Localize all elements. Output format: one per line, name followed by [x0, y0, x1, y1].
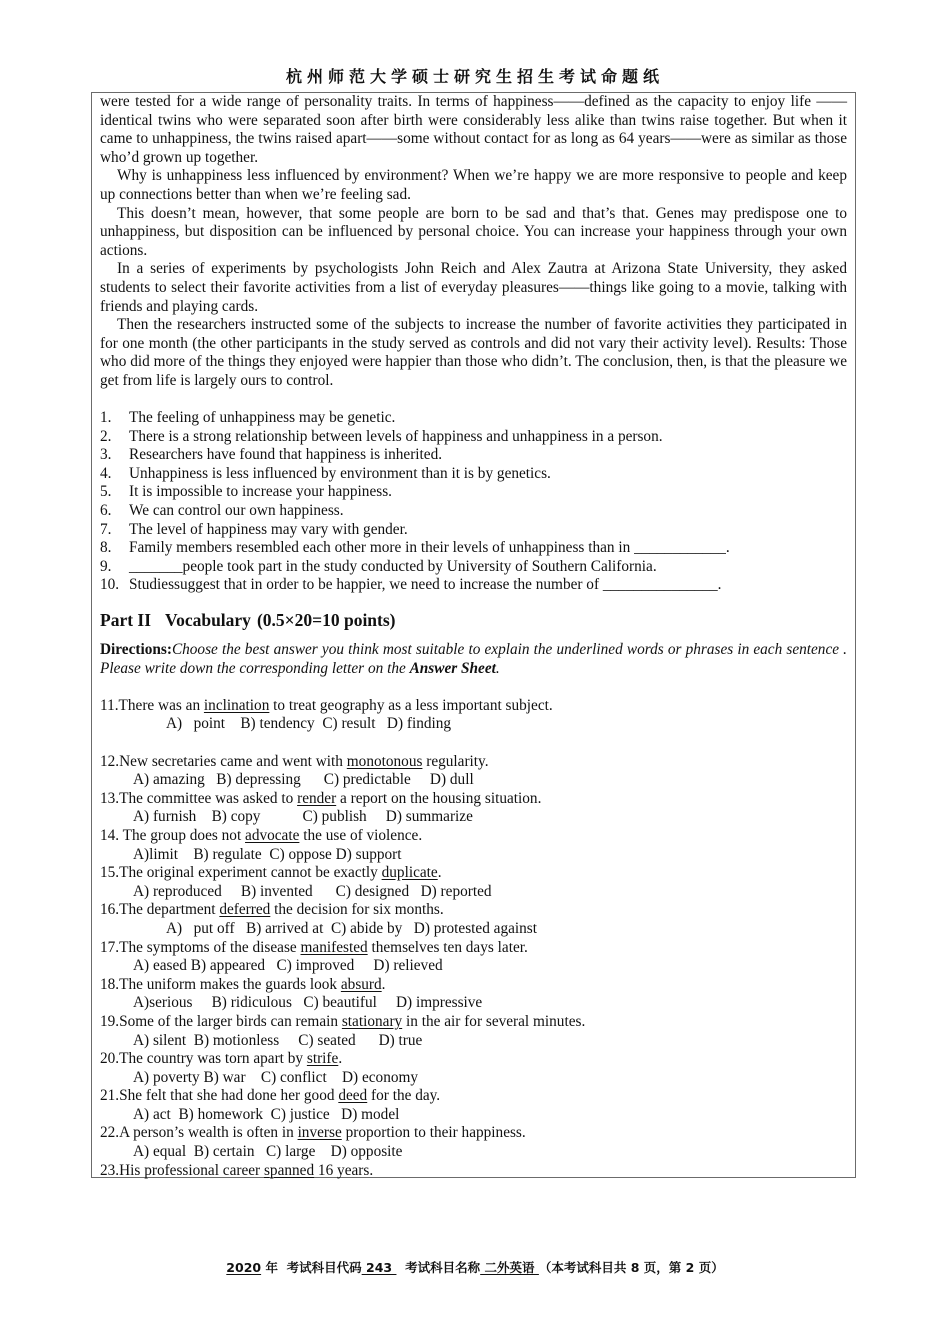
vocab-options: A) put off B) arrived at C) abide by D) protested against — [166, 919, 537, 937]
part2-title: Vocabulary — [165, 610, 251, 631]
question-number: 1. — [100, 409, 112, 427]
vocab-question — [100, 1013, 847, 1032]
question-text: The feeling of unhappiness may be genetic. — [129, 409, 396, 427]
vocab-question-text: a report on the housing situation. — [336, 789, 542, 807]
page-title: 杭州师范大学硕士研究生招生考试命题纸 — [285, 67, 664, 86]
part2-heading — [100, 609, 847, 631]
vocab-question-text: proportion to their happiness. — [341, 1124, 526, 1142]
part1-question — [100, 409, 847, 428]
footer-year: 2020 — [226, 1260, 262, 1275]
vocab-options: A) silent B) motionless C) seated D) true — [133, 1031, 423, 1049]
footer-code-label: 年 考试科目代码 — [261, 1260, 362, 1275]
vocab-question — [100, 753, 847, 772]
part1-question-list — [100, 409, 847, 595]
part1-question — [100, 483, 847, 502]
vocab-question-text: the decision for six months. — [270, 901, 444, 919]
vocab-question — [100, 976, 847, 995]
exam-content-box — [91, 92, 856, 1178]
vocab-question — [100, 1162, 847, 1181]
part2-label: Part II — [100, 610, 152, 631]
question-text: _______people took part in the study conducted by University of Southern California. — [129, 557, 657, 575]
vocab-question-text: 19.Some of the larger birds can remain — [100, 1012, 342, 1030]
part1-question — [100, 558, 847, 577]
question-text: Unhappiness is less influenced by environment than it is by genetics. — [129, 464, 551, 482]
vocab-options: A)limit B) regulate C) oppose D) support — [133, 845, 402, 863]
underlined-word: manifested — [300, 938, 368, 956]
vocab-options: A) eased B) appeared C) improved D) relieved — [133, 957, 443, 975]
reading-passage — [100, 93, 847, 391]
question-number: 7. — [100, 520, 112, 538]
vocab-question — [100, 901, 847, 920]
part2-directions: Directions:Choose the best answer you think most suitable to explain the underlined words or phrases in each sentence . Please write down the corresponding letter on the Answer Sheet. — [100, 641, 847, 677]
vocab-question-text: themselves ten days later. — [367, 938, 528, 956]
blank-line — [100, 734, 847, 753]
vocab-options: A) amazing B) depressing C) predictable D) dull — [133, 771, 474, 789]
vocab-options: A)serious B) ridiculous C) beautiful D) impressive — [133, 994, 483, 1012]
underlined-word: advocate — [245, 826, 300, 844]
directions-answer-sheet: Answer Sheet — [409, 659, 496, 677]
directions-label: Directions: — [100, 641, 172, 659]
underlined-word: render — [297, 789, 337, 807]
vocab-question — [100, 939, 847, 958]
vocab-question — [100, 864, 847, 883]
question-text: Studiessuggest that in order to be happier, we need to increase the number of _______________. — [129, 576, 722, 594]
vocab-options: A) point B) tendency C) result D) finding — [166, 715, 452, 733]
underlined-word: duplicate — [381, 864, 438, 882]
question-number: 10. — [100, 576, 120, 594]
question-number: 6. — [100, 502, 112, 520]
part2-points: (0.5×20=10 points) — [256, 610, 396, 631]
question-number: 8. — [100, 539, 112, 557]
vocab-question-text: 15.The original experiment cannot be exactly — [100, 864, 382, 882]
question-number: 3. — [100, 446, 112, 464]
underlined-word: deferred — [219, 901, 271, 919]
footer-name-label: 考试科目名称 — [396, 1260, 481, 1275]
footer-page-info: （本考试科目共 8 页，第 2 页） — [538, 1260, 724, 1275]
footer-subject-code: 243 — [361, 1260, 397, 1275]
part1-question — [100, 465, 847, 484]
question-number: 5. — [100, 483, 112, 501]
part1-question — [100, 521, 847, 540]
vocab-question-text: the use of violence. — [299, 826, 423, 844]
part1-question — [100, 446, 847, 465]
vocab-options: A) equal B) certain C) large D) opposite — [133, 1143, 403, 1161]
vocab-question-text: 17.The symptoms of the disease — [100, 938, 301, 956]
vocab-question-text: 16 years. — [314, 1161, 374, 1179]
question-text: Researchers have found that happiness is inherited. — [129, 446, 443, 464]
underlined-word: spanned — [263, 1161, 315, 1179]
footer-subject-name: 二外英语 — [480, 1260, 539, 1275]
vocab-question-text: to treat geography as a less important subject. — [269, 696, 553, 714]
page-footer — [0, 1258, 950, 1276]
question-text: We can control our own happiness. — [129, 502, 344, 520]
vocab-question-text: 20.The country was torn apart by — [100, 1050, 307, 1068]
vocab-question-text: 16.The department — [100, 901, 220, 919]
vocab-options: A) reproduced B) invented C) designed D) reported — [133, 882, 492, 900]
question-text: There is a strong relationship between levels of happiness and unhappiness in a person. — [129, 427, 663, 445]
underlined-word: deed — [338, 1087, 368, 1105]
vocab-question-text: 12.New secretaries came and went with — [100, 752, 347, 770]
part1-question — [100, 502, 847, 521]
directions-text: Choose the best answer you think most suitable to explain the underlined words or phrases in each sentence . Please write down the corresponding letter on the — [100, 641, 847, 677]
vocab-question-text: 13.The committee was asked to — [100, 789, 298, 807]
underlined-word: monotonous — [346, 752, 423, 770]
passage-paragraph: This doesn’t mean, however, that some people are born to be sad and that’s that. Genes may predispose one to unhappiness, but disposition can be influenced by personal choice. You can increase your happiness through your own actions. — [100, 204, 847, 259]
underlined-word: strife — [306, 1050, 339, 1068]
vocab-question-text: in the air for several minutes. — [402, 1012, 586, 1030]
question-number: 2. — [100, 427, 112, 445]
vocab-question — [100, 697, 847, 716]
part1-question — [100, 576, 847, 595]
vocab-question-text: for the day. — [367, 1087, 441, 1105]
passage-paragraph: Then the researchers instructed some of the subjects to increase the number of favorite activities they participated in for one month (the other participants in the study served as controls and did not vary their activity level). Results: Those who did more of the things they enjoyed were happier than those who didn’t. The conclusion, then, is that the pleasure we get from life is largely ours to control. — [100, 316, 847, 389]
vocab-options: A) poverty B) war C) conflict D) economy — [133, 1068, 419, 1086]
vocab-question-text: . — [437, 864, 442, 882]
vocab-question — [100, 1124, 847, 1143]
vocab-question-text: 23.His professional career — [100, 1161, 264, 1179]
question-text: The level of happiness may vary with gender. — [129, 520, 408, 538]
vocab-question-text: 14. The group does not — [100, 826, 246, 844]
vocab-question-text: . — [381, 975, 386, 993]
passage-paragraph: were tested for a wide range of personality traits. In terms of happiness——defined as the capacity to enjoy life ——identical twins who were separated soon after birth were considerably less alike than twins raise together. But when it came to unhappiness, the twins raised apart——some without contact for as long as 64 years——were as similar as those who’d grown up together. — [100, 93, 847, 166]
part1-question — [100, 428, 847, 447]
vocab-question — [100, 1087, 847, 1106]
vocab-options: A) furnish B) copy C) publish D) summarize — [133, 808, 473, 826]
vocab-question — [100, 1050, 847, 1069]
underlined-word: absurd — [340, 975, 382, 993]
vocab-question-text: . — [338, 1050, 343, 1068]
vocabulary-questions — [100, 697, 847, 1180]
underlined-word: inclination — [203, 696, 270, 714]
vocab-question — [100, 790, 847, 809]
question-text: Family members resembled each other more in their levels of unhappiness than in ____________. — [129, 539, 730, 557]
passage-paragraph: Why is unhappiness less influenced by environment? When we’re happy we are more responsive to people and keep up connections better than when we’re feeling sad. — [100, 167, 847, 203]
part1-question — [100, 539, 847, 558]
vocab-question-text: 18.The uniform makes the guards look — [100, 975, 341, 993]
vocab-question-text: regularity. — [422, 752, 489, 770]
vocab-question-text: 11.There was an — [100, 696, 204, 714]
vocab-options: A) act B) homework C) justice D) model — [133, 1105, 400, 1123]
vocab-question-text: 21.She felt that she had done her good — [100, 1087, 339, 1105]
vocab-question — [100, 827, 847, 846]
underlined-word: inverse — [297, 1124, 342, 1142]
vocab-question-text: 22.A person’s wealth is often in — [100, 1124, 298, 1142]
question-number: 4. — [100, 464, 112, 482]
question-number: 9. — [100, 557, 112, 575]
passage-paragraph: In a series of experiments by psychologists John Reich and Alex Zautra at Arizona State University, they asked students to select their favorite activities from a list of everyday pleasures——things like going to a movie, talking with friends and playing cards. — [100, 260, 847, 315]
underlined-word: stationary — [341, 1012, 403, 1030]
question-text: It is impossible to increase your happiness. — [129, 483, 392, 501]
